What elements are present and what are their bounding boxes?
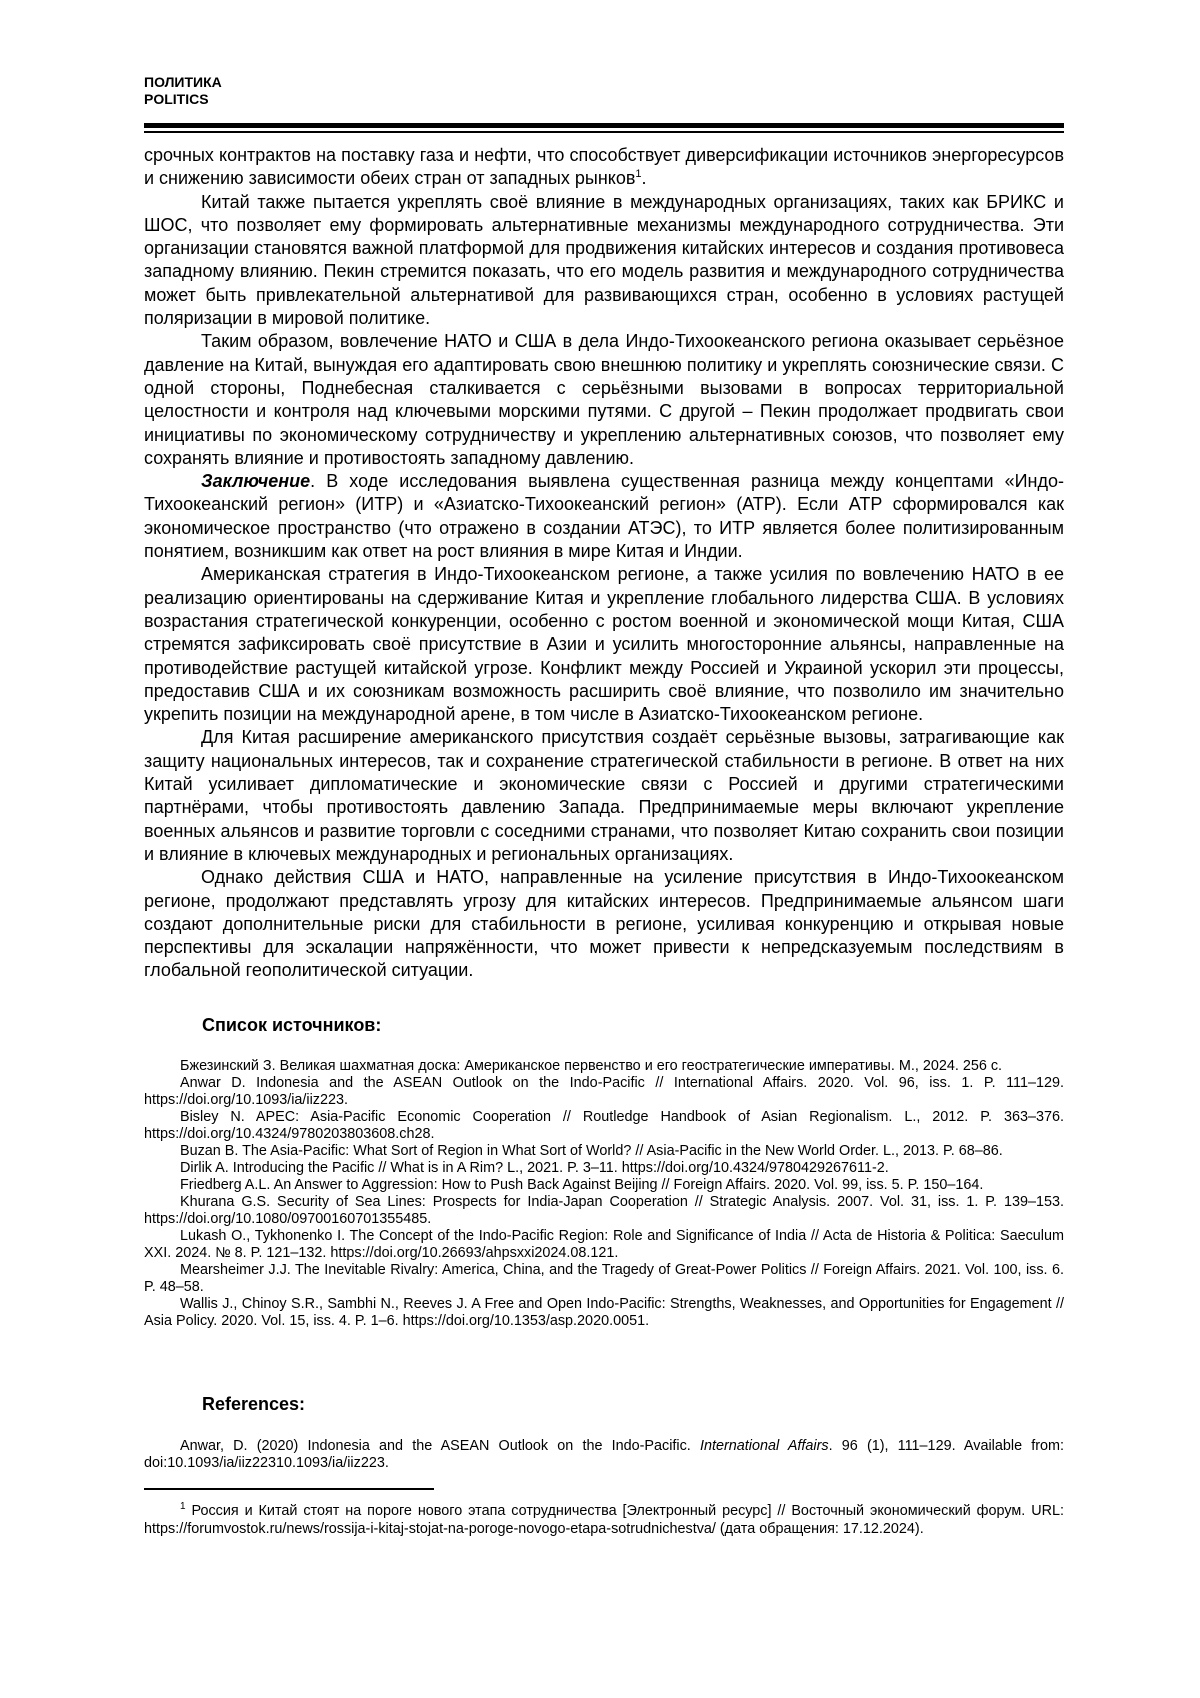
source-item: Бжезинский З. Великая шахматная доска: Американское первенство и его геостратегические императивы. М., 2024. 256 с.: [180, 1058, 1003, 1074]
references-list: [144, 1438, 1064, 1472]
running-header: [144, 74, 222, 108]
section-label-ru: ПОЛИТИКА: [144, 74, 222, 90]
sources-list: [144, 1058, 1064, 1330]
paragraph-conclusion: Заключение. В ходе исследования выявлена существенная разница между концептами «Индо-Тихоокеанский регион» (ИТР) и «Азиатско-Тихоокеанский регион» (АТР). Если АТР сформировался как экономическое пространство (что отражено в создании АТЭС), то ИТР является более политизированным понятием, возникшим как ответ на рост влияния в мире Китая и Индии.: [144, 471, 1064, 562]
source-item: Khurana G.S. Security of Sea Lines: Prospects for India-Japan Cooperation // Strategic Analysis. 2007. Vol. 31, iss. 1. P. 139–153. https://doi.org/10.1080/09700160701355485.: [144, 1194, 1064, 1227]
source-item: Dirlik A. Introducing the Pacific // What is in A Rim? L., 2021. P. 3–11. https://doi.org/10.4324/9780429267611-2.: [180, 1160, 889, 1176]
footnote-text: Россия и Китай стоят на пороге нового этапа сотрудничества [Электронный ресурс] // Восточный экономический форум. URL: https://forumvostok.ru/news/rossija-i-kitaj-stojat-na-poroge-novogo-etapa-sotrudnichestva/ (дата обращения: 17.12.2024).: [144, 1503, 1064, 1537]
footnote-marker: 1: [180, 1501, 186, 1513]
footnote-separator: [144, 1488, 434, 1490]
paragraph-3: Таким образом, вовлечение НАТО и США в дела Индо-Тихоокеанского региона оказывает серьёзное давление на Китай, вынуждая его адаптировать свою внешнюю политику и укреплять союзнические связи. С одной стороны, Поднебесная сталкивается с серьёзными вызовами в вопросах территориальной целостности и контроля над ключевыми морскими путями. С другой – Пекин продолжает продвигать свои инициативы по экономическому сотрудничеству и укреплению альтернативных союзов, что позволяет ему сохранять влияние и противостоять западному давлению.: [144, 331, 1064, 468]
source-item: Buzan B. The Asia-Pacific: What Sort of Region in What Sort of World? // Asia-Pacific in the New World Order. L., 2013. P. 68–86.: [180, 1143, 1003, 1159]
article-body: [144, 144, 1064, 983]
paragraph-1: срочных контрактов на поставку газа и нефти, что способствует диверсификации источников энергоресурсов и снижению зависимости обеих стран от западных рынков$^1$.: [144, 145, 1064, 189]
source-item: Friedberg A.L. An Answer to Aggression: How to Push Back Against Beijing // Foreign Affairs. 2020. Vol. 99, iss. 5. P. 150–164.: [180, 1177, 984, 1193]
header-rule-thick: [144, 123, 1064, 128]
source-item: Lukash O., Tykhonenko I. The Concept of the Indo-Pacific Region: Role and Significance of India // Acta de Historia & Politica: Saeculum XXI. 2024. № 8. P. 121–132. https://doi.org/10.26693/ahpsxxi2024.08.121.: [144, 1228, 1064, 1261]
header-rule-thin: [144, 131, 1064, 133]
reference-item: Anwar, D. (2020) Indonesia and the ASEAN Outlook on the Indo-Pacific. International Affairs. 96 (1), 111–129. Available from: doi:10.1093/ia/iiz22310.1093/ia/iiz223.: [144, 1438, 1065, 1471]
paragraph-6: Для Китая расширение американского присутствия создаёт серьёзные вызовы, затрагивающие как защиту национальных интересов, так и сохранение стратегической стабильности в регионе. В ответ на них Китай усиливает дипломатические и экономические связи с Россией и другими стратегическими партнёрами, чтобы противостоять давлению Запада. Предпринимаемые меры включают укрепление военных альянсов и развитие торговли с соседними странами, что позволяет Китаю сохранить свои позиции и влияние в ключевых международных и региональных организациях.: [144, 727, 1064, 864]
references-heading: References:: [202, 1394, 306, 1414]
source-item: Wallis J., Chinoy S.R., Sambhi N., Reeves J. A Free and Open Indo-Pacific: Strengths, Weaknesses, and Opportunities for Engagement // Asia Policy. 2020. Vol. 15, iss. 4. P. 1–6. https://doi.org/10.1353/asp.2020.0051.: [144, 1296, 1064, 1329]
paragraph-2: Китай также пытается укреплять своё влияние в международных организациях, таких как БРИКС и ШОС, что позволяет ему формировать альтернативные механизмы международного сотрудничества. Эти организации становятся важной платформой для продвижения китайских интересов и создания противовеса западному влиянию. Пекин стремится показать, что его модель развития и международного сотрудничества может быть привлекательной альтернативой для развивающихся стран, особенно в условиях растущей поляризации в мировой политике.: [144, 191, 1064, 329]
footnote: [144, 1502, 1064, 1538]
source-item: Mearsheimer J.J. The Inevitable Rivalry: America, China, and the Tragedy of Great-Power Politics // Foreign Affairs. 2021. Vol. 100, iss. 6. P. 48–58.: [144, 1262, 1064, 1295]
paragraph-5: Американская стратегия в Индо-Тихоокеанском регионе, а также усилия по вовлечению НАТО в ее реализацию ориентированы на сдерживание Китая и укрепление глобального лидерства США. В условиях возрастания стратегической конкуренции, особенно с ростом военной и экономической мощи Китая, США стремятся зафиксировать своё присутствие в Азии и усилить многосторонние альянсы, направленные на противодействие растущей китайской угрозе. Конфликт между Россией и Украиной ускорил эти процессы, предоставив США и их союзникам возможность расширить своё влияние, что позволило им значительно укрепить позиции на международной арене, в том числе в Азиатско-Тихоокеанском регионе.: [144, 564, 1064, 725]
footnote-ref[interactable]: 1: [635, 168, 642, 181]
source-item: Anwar D. Indonesia and the ASEAN Outlook on the Indo-Pacific // International Affairs. 2020. Vol. 96, iss. 1. P. 111–129. https://doi.org/10.1093/ia/iiz223.: [144, 1075, 1064, 1108]
sources-heading: Список источников:: [202, 1015, 382, 1035]
paragraph-7: Однако действия США и НАТО, направленные на усиление присутствия в Индо-Тихоокеанском регионе, продолжают представлять угрозу для китайских интересов. Предпринимаемые альянсом шаги создают дополнительные риски для стабильности в регионе, усиливая конкуренцию и открывая новые перспективы для эскалации напряжённости, что может привести к непредсказуемым последствиям в глобальной геополитической ситуации.: [144, 867, 1064, 981]
journal-title: International Affairs: [699, 1438, 829, 1454]
conclusion-keyword: Заключение: [201, 471, 311, 492]
section-label-en: POLITICS: [144, 91, 209, 107]
source-item: Bisley N. APEC: Asia-Pacific Economic Cooperation // Routledge Handbook of Asian Regionalism. L., 2012. P. 363–376. https://doi.org/10.4324/9780203803608.ch28.: [144, 1109, 1064, 1142]
